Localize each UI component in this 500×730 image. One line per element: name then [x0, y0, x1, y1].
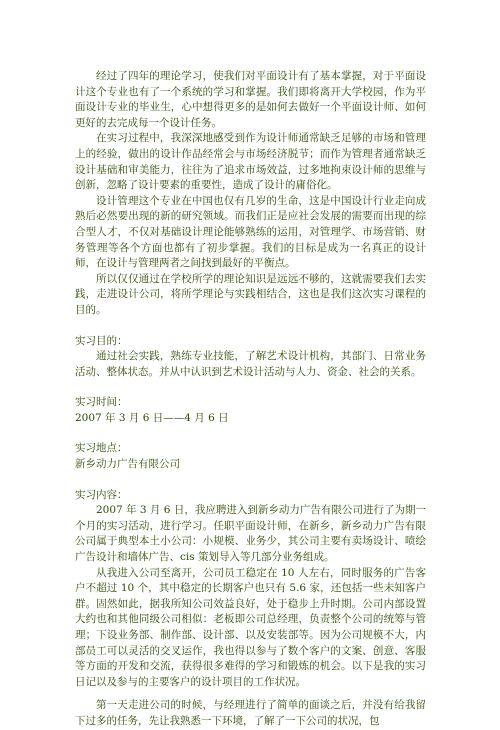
- intro-paragraph-2: 在实习过程中，我深深地感受到作为设计师通常缺乏足够的市场和管理上的经验，做出的设计作品经常会与市场经济脱节；而作为管理者通常缺乏设计基础和审美能力，往往为了追求市场效益，过多地拘束设计师的思维与创新，忽略了设计要素的重要性，造成了设计的庸俗化。: [75, 132, 426, 192]
- place-heading: 实习地点：: [75, 442, 128, 455]
- section-gap: [75, 380, 426, 395]
- intro-paragraph-3: 设计管理这个专业在中国也仅有几岁的生命，这是中国设计行业走向成熟后必然要出现的新的研究领域。而我们正是应社会发展的需要而出现的综合型人才，不仅对基础设计理论能够熟练的运用，对管理学、市场营销、财务管理等各个方面也都有了初步掌握。我们的目标是成为一名真正的设计师，在设计与管理两者之间找到最好的平衡点。: [75, 194, 426, 270]
- section-gap: [75, 426, 426, 441]
- content-paragraph-3: 第一天走进公司的时候，与经理进行了简单的面谈之后，并没有给我留下过多的任务，先让我熟悉一下环境，了解了一下公司的状况，包: [75, 699, 426, 727]
- time-value: 2007 年 3 月 6 日——4 月 6 日: [75, 411, 229, 424]
- intro-paragraph-4: 所以仅仅通过在学校所学的理论知识是远远不够的，这就需要我们去实践，走进设计公司，将所学理论与实践相结合，这也是我们这次实习课程的目的。: [75, 272, 426, 316]
- time-heading: 实习时间：: [75, 396, 128, 409]
- place-value: 新乡动力广告有限公司: [75, 458, 180, 471]
- purpose-heading: 实习目的：: [75, 334, 128, 347]
- purpose-text: 通过社会实践，熟练专业技能，了解艺术设计机构，其部门、日常业务活动、整体状态。并从中认识到艺术设计活动与人力、资金、社会的关系。: [75, 350, 426, 378]
- content-paragraph-2: 从我进入公司至离开，公司员工稳定在 10 人左右，同时服务的广告客户不超过 10 个，其中稳定的长期客户也只有 5.6 家，还包括一些未知客户群。固然如此，据我所知公司效益良好，处于稳步上升时期。公司内部设置大约也和其他同级公司相似：老板即公司总经理，负责整个公司的统筹与管理；下设业务部、制作部、设计部、以及安装部等。因为公司规模不大，内部员工可以灵活的交叉运作，我也得以参与了数个客户的文案、创意、客服等方面的开发和交流，获得很多难得的学习和锻炼的机会。以下是我的实习日记以及参与的主要客户的设计项目的工作状况。: [75, 566, 426, 688]
- section-gap: [75, 690, 426, 698]
- document-page: [75, 69, 426, 730]
- intro-paragraph-1: 经过了四年的理论学习，使我们对平面设计有了基本掌握，对于平面设计这个专业也有了一个系统的学习和掌握。我们即将离开大学校园，作为平面设计专业的毕业生，心中想得更多的是如何去做好一个平面设计师、如何更好的去完成每一个设计任务。: [75, 70, 426, 129]
- section-gap: [75, 319, 426, 334]
- content-paragraph-1: 2007 年 3 月 6 日，我应聘进入到新乡动力广告有限公司进行了为期一个月的实习活动，进行学习。任职平面设计师，在新乡，新乡动力广告有限公司属于典型本土小公司：小规模、业务少，其公司主要有卖场设计、喷绘广告设计和墙体广告、cis 策划导入等几部分业务组成。: [75, 504, 426, 564]
- content-heading: 实习内容：: [75, 488, 128, 501]
- section-gap: [75, 473, 426, 488]
